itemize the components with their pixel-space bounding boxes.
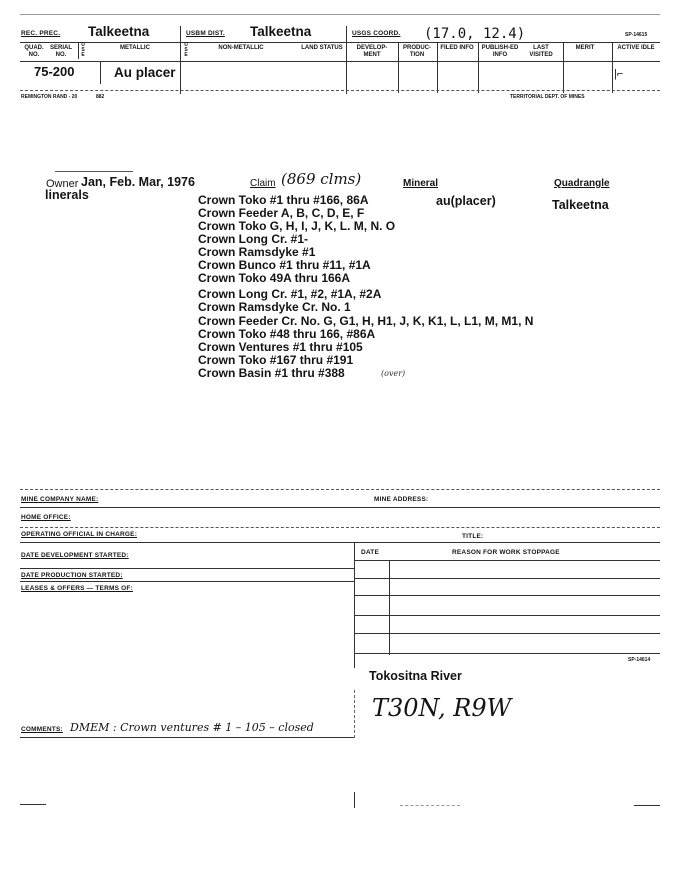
home-office-label: HOME OFFICE: (21, 514, 71, 521)
claim-line: Crown Toko #48 thru 166, #86A (198, 327, 376, 341)
claim-line: Crown Toko 49A thru 166A (198, 271, 351, 285)
use-code-b: U S E (184, 42, 188, 58)
territorial-dept: TERRITORIAL DEPT. OF MINES (510, 94, 585, 100)
date-development-label: DATE DEVELOPMENT STARTED: (21, 552, 129, 559)
leases-offers-label: LEASES & OFFERS — TERMS OF: (21, 585, 133, 592)
operating-official-label: OPERATING OFFICIAL IN CHARGE: (21, 531, 138, 538)
active-mark: |⌐ (614, 68, 624, 80)
date-column-header: DATE (361, 549, 380, 556)
metallic-header: METALLIC (120, 45, 150, 51)
production-header: PRODUC-TION (403, 45, 431, 58)
last-visited-header: LAST VISITED (529, 45, 553, 58)
claim-line: Crown Basin #1 thru #388 (198, 366, 345, 380)
mineral-label: Mineral (403, 178, 439, 189)
merit-header: MERIT (575, 45, 595, 51)
owner-date: Jan, Feb. Mar, 1976 (81, 175, 195, 189)
metallic-value: Au placer (114, 65, 176, 80)
title-label: TITLE: (462, 533, 484, 540)
non-metallic-header: NON-METALLIC (218, 45, 264, 51)
remington-imprint: REMINGTON RAND - 20 (21, 94, 78, 100)
claim-line: Crown Ventures #1 thru #105 (198, 340, 363, 354)
reason-column-header: REASON FOR WORK STOPPAGE (452, 549, 560, 556)
mineral-value: au(placer) (436, 194, 496, 208)
form-number-top: SP-14615 (625, 32, 648, 38)
claim-count-handwritten: (869 clms) (281, 170, 362, 188)
filed-info-header: FILED INFO (440, 45, 474, 51)
claim-line: Crown Feeder Cr. No. G, G1, H, H1, J, K, K1, L, L1, M, M1, N (198, 314, 534, 328)
rec-prec-value: Talkeetna (88, 24, 150, 39)
quadrangle-value: Talkeetna (552, 198, 609, 212)
usgs-coord-value: (17.0, 12.4) (424, 26, 526, 42)
claim-line: Crown Ramsdyke #1 (198, 245, 316, 259)
rec-prec-label: REC. PREC. (21, 30, 61, 37)
form-number-bottom: SP-14614 (628, 657, 651, 663)
quad-serial-value: 75-200 (34, 64, 75, 79)
published-info-header: PUBLISH-ED INFO (481, 45, 519, 58)
date-production-label: DATE PRODUCTION STARTED: (21, 572, 123, 579)
minerals-label: linerals (45, 188, 89, 202)
claim-label: Claim (250, 178, 276, 189)
mine-address-label: MINE ADDRESS: (374, 496, 429, 503)
remington-number: 882 (96, 94, 105, 100)
development-header: DEVELOP-MENT (356, 45, 388, 58)
claim-line: Crown Long Cr. #1- (198, 232, 309, 246)
land-status-header: LAND STATUS (301, 45, 343, 51)
claim-line: Crown Bunco #1 thru #11, #1A (198, 258, 371, 272)
claim-line: Crown Long Cr. #1, #2, #1A, #2A (198, 287, 382, 301)
claims-scribble: (over) (381, 369, 406, 378)
township-handwritten: T30N, R9W (372, 694, 512, 722)
claim-line: Crown Ramsdyke Cr. No. 1 (198, 300, 351, 314)
claim-line: Crown Feeder A, B, C, D, E, F (198, 206, 365, 220)
comments-handwritten: DMEM : Crown ventures # 1 – 105 – closed (70, 721, 314, 734)
active-idle-header: ACTIVE IDLE (617, 45, 655, 51)
claim-line: Crown Toko #1 thru #166, 86A (198, 193, 369, 207)
use-code-a: U S E (81, 42, 85, 58)
usgs-coord-label: USGS COORD. (352, 30, 401, 37)
quadrangle-label: Quadrangle (554, 178, 610, 189)
serial-no-header: SERIAL NO. (49, 45, 72, 58)
owner-label: Owner (46, 178, 79, 190)
usbm-dist-value: Talkeetna (250, 24, 312, 39)
mine-company-name-label: MINE COMPANY NAME: (21, 496, 99, 503)
quad-no-header: QUAD. NO. (24, 45, 44, 58)
usbm-dist-label: USBM DIST. (186, 30, 225, 37)
comments-label: COMMENTS: (21, 726, 63, 733)
claim-line: Crown Toko G, H, I, J, K, L. M, N. O (198, 219, 396, 233)
claim-line: Crown Toko #167 thru #191 (198, 353, 354, 367)
location-value: Tokositna River (369, 669, 462, 683)
